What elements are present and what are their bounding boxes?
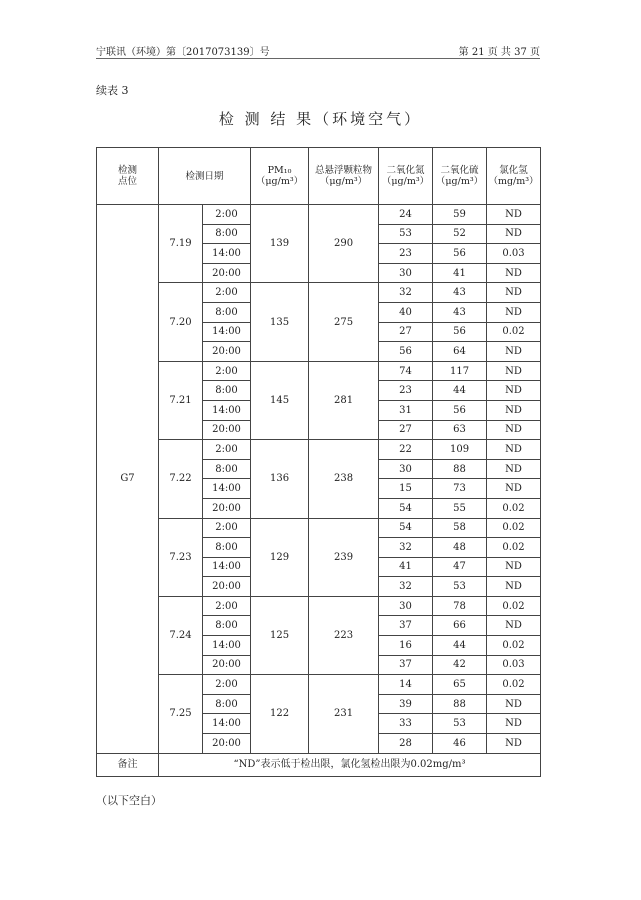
hcl-cell: 0.02 — [487, 675, 541, 695]
time-cell: 2:00 — [203, 440, 251, 460]
so2-cell: 88 — [433, 459, 487, 479]
hcl-cell: 0.02 — [487, 518, 541, 538]
pm10-cell: 145 — [251, 361, 309, 439]
no2-cell: 22 — [379, 440, 433, 460]
so2-cell: 78 — [433, 596, 487, 616]
hcl-cell: ND — [487, 440, 541, 460]
time-cell: 20:00 — [203, 498, 251, 518]
so2-cell: 47 — [433, 557, 487, 577]
table-row — [97, 205, 541, 225]
so2-cell: 64 — [433, 342, 487, 362]
table-header-row — [97, 148, 541, 205]
table-row — [97, 675, 541, 695]
so2-cell: 65 — [433, 675, 487, 695]
col-header-so2: 二氧化硫 （μg/m³） — [433, 148, 487, 205]
note-label: 备注 — [97, 753, 159, 776]
so2-cell: 117 — [433, 361, 487, 381]
tsp-cell: 239 — [309, 518, 379, 596]
tsp-cell: 275 — [309, 283, 379, 361]
page-header — [96, 40, 540, 59]
so2-cell: 48 — [433, 538, 487, 558]
no2-cell: 23 — [379, 381, 433, 401]
hcl-cell: 0.02 — [487, 322, 541, 342]
date-cell: 7.21 — [159, 361, 203, 439]
tsp-cell: 231 — [309, 675, 379, 753]
time-cell: 20:00 — [203, 655, 251, 675]
pm10-cell: 136 — [251, 440, 309, 518]
end-of-table-note: （以下空白） — [96, 794, 162, 807]
hcl-cell: ND — [487, 381, 541, 401]
hcl-cell: 0.02 — [487, 596, 541, 616]
so2-cell: 41 — [433, 263, 487, 283]
time-cell: 14:00 — [203, 714, 251, 734]
time-cell: 8:00 — [203, 616, 251, 636]
hcl-cell: 0.03 — [487, 244, 541, 264]
no2-cell: 39 — [379, 694, 433, 714]
no2-cell: 33 — [379, 714, 433, 734]
no2-cell: 40 — [379, 302, 433, 322]
tsp-cell: 281 — [309, 361, 379, 439]
page-title: 检 测 结 果（环境空气） — [218, 110, 423, 128]
page-number: 第 21 页 共 37 页 — [458, 47, 540, 58]
date-cell: 7.22 — [159, 440, 203, 518]
hcl-cell: ND — [487, 205, 541, 225]
col-header-hcl: 氯化氢 （mg/m³） — [487, 148, 541, 205]
results-table — [96, 147, 541, 777]
time-cell: 2:00 — [203, 518, 251, 538]
hcl-cell: ND — [487, 420, 541, 440]
col-header-tsp: 总悬浮颗粒物 （μg/m³） — [309, 148, 379, 205]
time-cell: 2:00 — [203, 283, 251, 303]
note-row — [97, 753, 541, 776]
pm10-cell: 129 — [251, 518, 309, 596]
time-cell: 14:00 — [203, 557, 251, 577]
time-cell: 20:00 — [203, 734, 251, 754]
so2-cell: 56 — [433, 400, 487, 420]
pm10-cell: 125 — [251, 596, 309, 674]
time-cell: 8:00 — [203, 459, 251, 479]
so2-cell: 43 — [433, 302, 487, 322]
no2-cell: 27 — [379, 322, 433, 342]
hcl-cell: ND — [487, 479, 541, 499]
no2-cell: 30 — [379, 596, 433, 616]
time-cell: 2:00 — [203, 361, 251, 381]
so2-cell: 44 — [433, 636, 487, 656]
hcl-cell: ND — [487, 283, 541, 303]
so2-cell: 44 — [433, 381, 487, 401]
no2-cell: 31 — [379, 400, 433, 420]
hcl-cell: 0.03 — [487, 655, 541, 675]
no2-cell: 56 — [379, 342, 433, 362]
time-cell: 14:00 — [203, 322, 251, 342]
no2-cell: 24 — [379, 205, 433, 225]
no2-cell: 41 — [379, 557, 433, 577]
so2-cell: 43 — [433, 283, 487, 303]
col-header-no2: 二氧化氮 （μg/m³） — [379, 148, 433, 205]
no2-cell: 53 — [379, 224, 433, 244]
no2-cell: 32 — [379, 577, 433, 597]
time-cell: 8:00 — [203, 381, 251, 401]
date-cell: 7.25 — [159, 675, 203, 753]
so2-cell: 53 — [433, 577, 487, 597]
so2-cell: 46 — [433, 734, 487, 754]
point-cell: G7 — [97, 205, 159, 754]
so2-cell: 58 — [433, 518, 487, 538]
table-continuation-label: 续表 3 — [96, 84, 129, 97]
no2-cell: 23 — [379, 244, 433, 264]
table-row — [97, 440, 541, 460]
table-row — [97, 596, 541, 616]
so2-cell: 55 — [433, 498, 487, 518]
so2-cell: 63 — [433, 420, 487, 440]
hcl-cell: ND — [487, 557, 541, 577]
so2-cell: 59 — [433, 205, 487, 225]
col-header-point: 检测 点位 — [97, 148, 159, 205]
tsp-cell: 238 — [309, 440, 379, 518]
no2-cell: 37 — [379, 655, 433, 675]
time-cell: 8:00 — [203, 302, 251, 322]
pm10-cell: 139 — [251, 205, 309, 283]
hcl-cell: ND — [487, 263, 541, 283]
no2-cell: 30 — [379, 263, 433, 283]
time-cell: 14:00 — [203, 244, 251, 264]
time-cell: 2:00 — [203, 205, 251, 225]
hcl-cell: ND — [487, 459, 541, 479]
no2-cell: 32 — [379, 538, 433, 558]
hcl-cell: ND — [487, 734, 541, 754]
col-header-pm10: PM₁₀ （μg/m³） — [251, 148, 309, 205]
so2-cell: 52 — [433, 224, 487, 244]
tsp-cell: 290 — [309, 205, 379, 283]
time-cell: 2:00 — [203, 596, 251, 616]
report-number: 宁联讯（环境）第〔2017073139〕号 — [96, 47, 270, 58]
table-row — [97, 283, 541, 303]
date-cell: 7.19 — [159, 205, 203, 283]
no2-cell: 27 — [379, 420, 433, 440]
so2-cell: 42 — [433, 655, 487, 675]
so2-cell: 66 — [433, 616, 487, 636]
so2-cell: 56 — [433, 244, 487, 264]
no2-cell: 74 — [379, 361, 433, 381]
so2-cell: 109 — [433, 440, 487, 460]
time-cell: 14:00 — [203, 400, 251, 420]
so2-cell: 56 — [433, 322, 487, 342]
no2-cell: 30 — [379, 459, 433, 479]
time-cell: 20:00 — [203, 577, 251, 597]
hcl-cell: 0.02 — [487, 498, 541, 518]
no2-cell: 14 — [379, 675, 433, 695]
hcl-cell: ND — [487, 302, 541, 322]
time-cell: 8:00 — [203, 538, 251, 558]
hcl-cell: 0.02 — [487, 636, 541, 656]
hcl-cell: ND — [487, 342, 541, 362]
pm10-cell: 122 — [251, 675, 309, 753]
no2-cell: 16 — [379, 636, 433, 656]
hcl-cell: ND — [487, 577, 541, 597]
hcl-cell: ND — [487, 714, 541, 734]
hcl-cell: ND — [487, 400, 541, 420]
time-cell: 14:00 — [203, 479, 251, 499]
hcl-cell: ND — [487, 616, 541, 636]
time-cell: 20:00 — [203, 420, 251, 440]
date-cell: 7.24 — [159, 596, 203, 674]
hcl-cell: ND — [487, 361, 541, 381]
no2-cell: 15 — [379, 479, 433, 499]
col-header-date: 检测日期 — [159, 148, 251, 205]
time-cell: 8:00 — [203, 694, 251, 714]
hcl-cell: ND — [487, 694, 541, 714]
time-cell: 14:00 — [203, 636, 251, 656]
time-cell: 20:00 — [203, 263, 251, 283]
tsp-cell: 223 — [309, 596, 379, 674]
table-row — [97, 361, 541, 381]
date-cell: 7.20 — [159, 283, 203, 361]
hcl-cell: ND — [487, 224, 541, 244]
no2-cell: 28 — [379, 734, 433, 754]
time-cell: 2:00 — [203, 675, 251, 695]
so2-cell: 73 — [433, 479, 487, 499]
so2-cell: 53 — [433, 714, 487, 734]
no2-cell: 54 — [379, 498, 433, 518]
no2-cell: 37 — [379, 616, 433, 636]
so2-cell: 88 — [433, 694, 487, 714]
table-row — [97, 518, 541, 538]
no2-cell: 32 — [379, 283, 433, 303]
pm10-cell: 135 — [251, 283, 309, 361]
time-cell: 8:00 — [203, 224, 251, 244]
hcl-cell: 0.02 — [487, 538, 541, 558]
no2-cell: 54 — [379, 518, 433, 538]
date-cell: 7.23 — [159, 518, 203, 596]
time-cell: 20:00 — [203, 342, 251, 362]
note-text: “ND”表示低于检出限，氯化氢检出限为0.02mg/m³ — [159, 753, 541, 776]
